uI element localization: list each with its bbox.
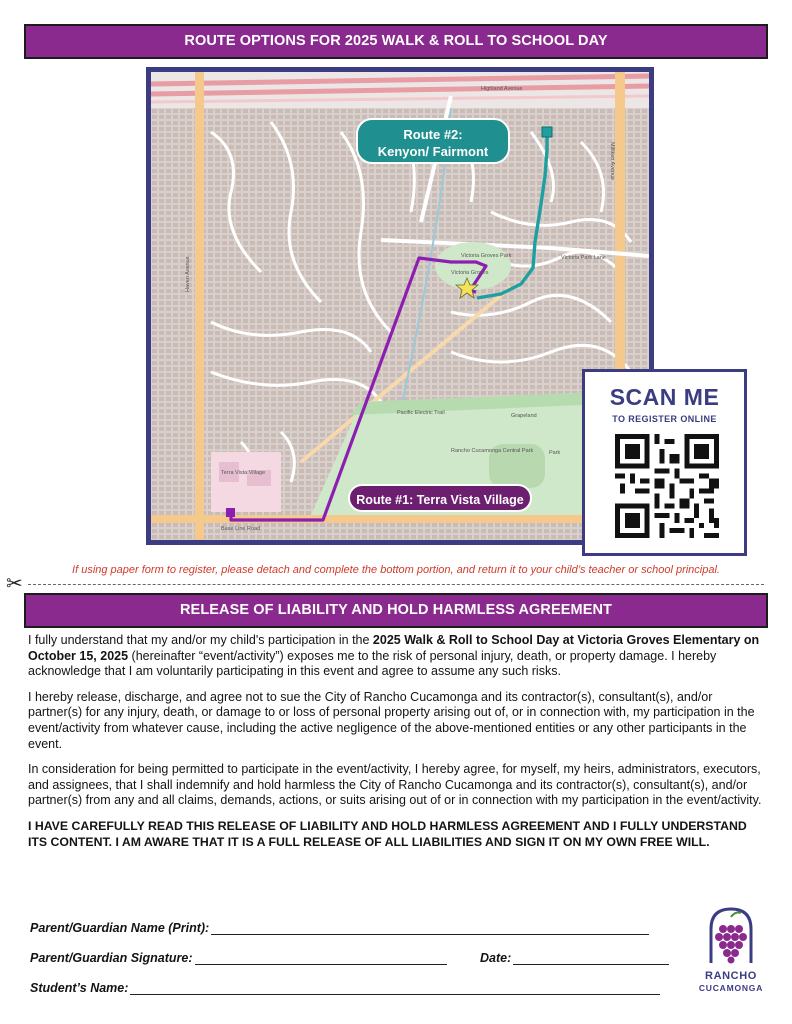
detach-instruction: If using paper form to register, please detach and complete the bottom portion, and return it to your child’s teacher or school principal. (72, 564, 720, 576)
qr-code-icon[interactable] (615, 434, 719, 538)
route2-label-line2: Kenyon/ Fairmont (377, 144, 489, 159)
signature-field[interactable] (30, 951, 447, 965)
route1-label-text: Route #1: Terra Vista Village (356, 493, 524, 507)
cut-line (28, 584, 764, 585)
release-paragraph-4: I HAVE CAREFULLY READ THIS RELEASE OF LIABILITY AND HOLD HARMLESS AGREEMENT AND I FULLY UNDERSTAND ITS CONTENT. I AM AWARE THAT IT IS A FULL RELEASE OF ALL LIABILITIES AND SIGN IT ON MY OWN FREE WILL. (28, 818, 747, 849)
route-options-banner (24, 24, 768, 59)
terra-vista-center (211, 452, 281, 512)
label-victoria-park-lane: Victoria Park Lane (561, 255, 606, 261)
route2-label (356, 118, 510, 164)
date-field[interactable] (480, 951, 669, 965)
release-p1-intro: I fully understand that my and/or my child's participation in the (28, 633, 373, 647)
release-p1-rest: (hereinafter “event/activity”) exposes me to the risk of personal injury, death, or property damage. I hereby acknowledge that I am voluntarily participating in this event and agree to assume any such risks. (28, 648, 717, 679)
date-line[interactable] (513, 952, 669, 965)
label-terra-vista-village: Terra Vista Village (221, 470, 266, 476)
date-label: Date: (480, 951, 512, 965)
release-title: RELEASE OF LIABILITY AND HOLD HARMLESS AGREEMENT (179, 602, 613, 618)
release-p1-event: 2025 Walk & Roll to School Day at Victoria Groves Elementary on October 15, 2025 (28, 633, 760, 663)
label-base-line: Base Line Road (221, 526, 261, 532)
release-paragraph-1 (28, 633, 766, 680)
qr-subtitle: TO REGISTER ONLINE (612, 414, 717, 424)
route1-start-marker (226, 508, 235, 517)
freeway (151, 72, 649, 108)
label-haven: Haven Avenue (185, 256, 191, 292)
rancho-cucamonga-logo (686, 905, 776, 1000)
logo-cucamonga: CUCAMONGA (698, 983, 764, 993)
route-options-title: ROUTE OPTIONS FOR 2025 WALK & ROLL TO SCHOOL DAY (184, 33, 608, 49)
qr-card[interactable] (582, 369, 747, 556)
student-name-field[interactable] (30, 981, 660, 995)
route2-label-line1: Route #2: (403, 127, 463, 142)
label-pacific-electric: Pacific Electric Trail (397, 410, 445, 416)
route2-start-marker (542, 127, 552, 137)
release-paragraph-3: In consideration for being permitted to participate in the event/activity, I hereby agree, for myself, my heirs, administrators, executors, and assignees, that I shall indemnify and hold harmless the City of Rancho Cucamonga and its contractor(s), consultant(s), and/or partner(s) from any and all claims, demands, actions, or suits arising out of or in connection with my participation in the event/activity. (28, 762, 762, 808)
label-grapeland: Grapeland (511, 413, 537, 419)
student-name-label: Student’s Name: (30, 981, 129, 995)
parent-name-line[interactable] (211, 922, 649, 935)
release-text (28, 633, 766, 860)
grapes-logo-icon (701, 905, 761, 965)
parent-name-label: Parent/Guardian Name (Print): (30, 921, 210, 935)
release-banner (24, 593, 768, 628)
route1-label (348, 484, 532, 512)
label-highland: Highland Avenue (481, 86, 523, 92)
label-central-park: Rancho Cucamonga Central Park (451, 448, 534, 454)
label-victoria-groves-park: Victoria Groves Park (461, 253, 512, 259)
label-victoria-groves: Victoria Groves (451, 270, 489, 276)
logo-rancho: RANCHO (705, 970, 757, 982)
label-park: Park (549, 450, 561, 456)
qr-title: SCAN ME (609, 384, 720, 410)
scissors-icon: ✂ (6, 573, 23, 595)
signature-line[interactable] (195, 952, 447, 965)
signature-label: Parent/Guardian Signature: (30, 951, 193, 965)
release-paragraph-2: I hereby release, discharge, and agree not to sue the City of Rancho Cucamonga and its contractor(s), consultant(s), and/or partner(s) for any injury, death, or damage to or loss of personal property arising out of, or in connection with, my participation in the event/activity from whatever cause, including the active negligence of the above-mentioned entities or any other participants in the event. (28, 689, 755, 751)
parent-name-field[interactable] (30, 921, 649, 935)
student-name-line[interactable] (130, 982, 660, 995)
label-milliken: Milliken Avenue (609, 142, 615, 181)
